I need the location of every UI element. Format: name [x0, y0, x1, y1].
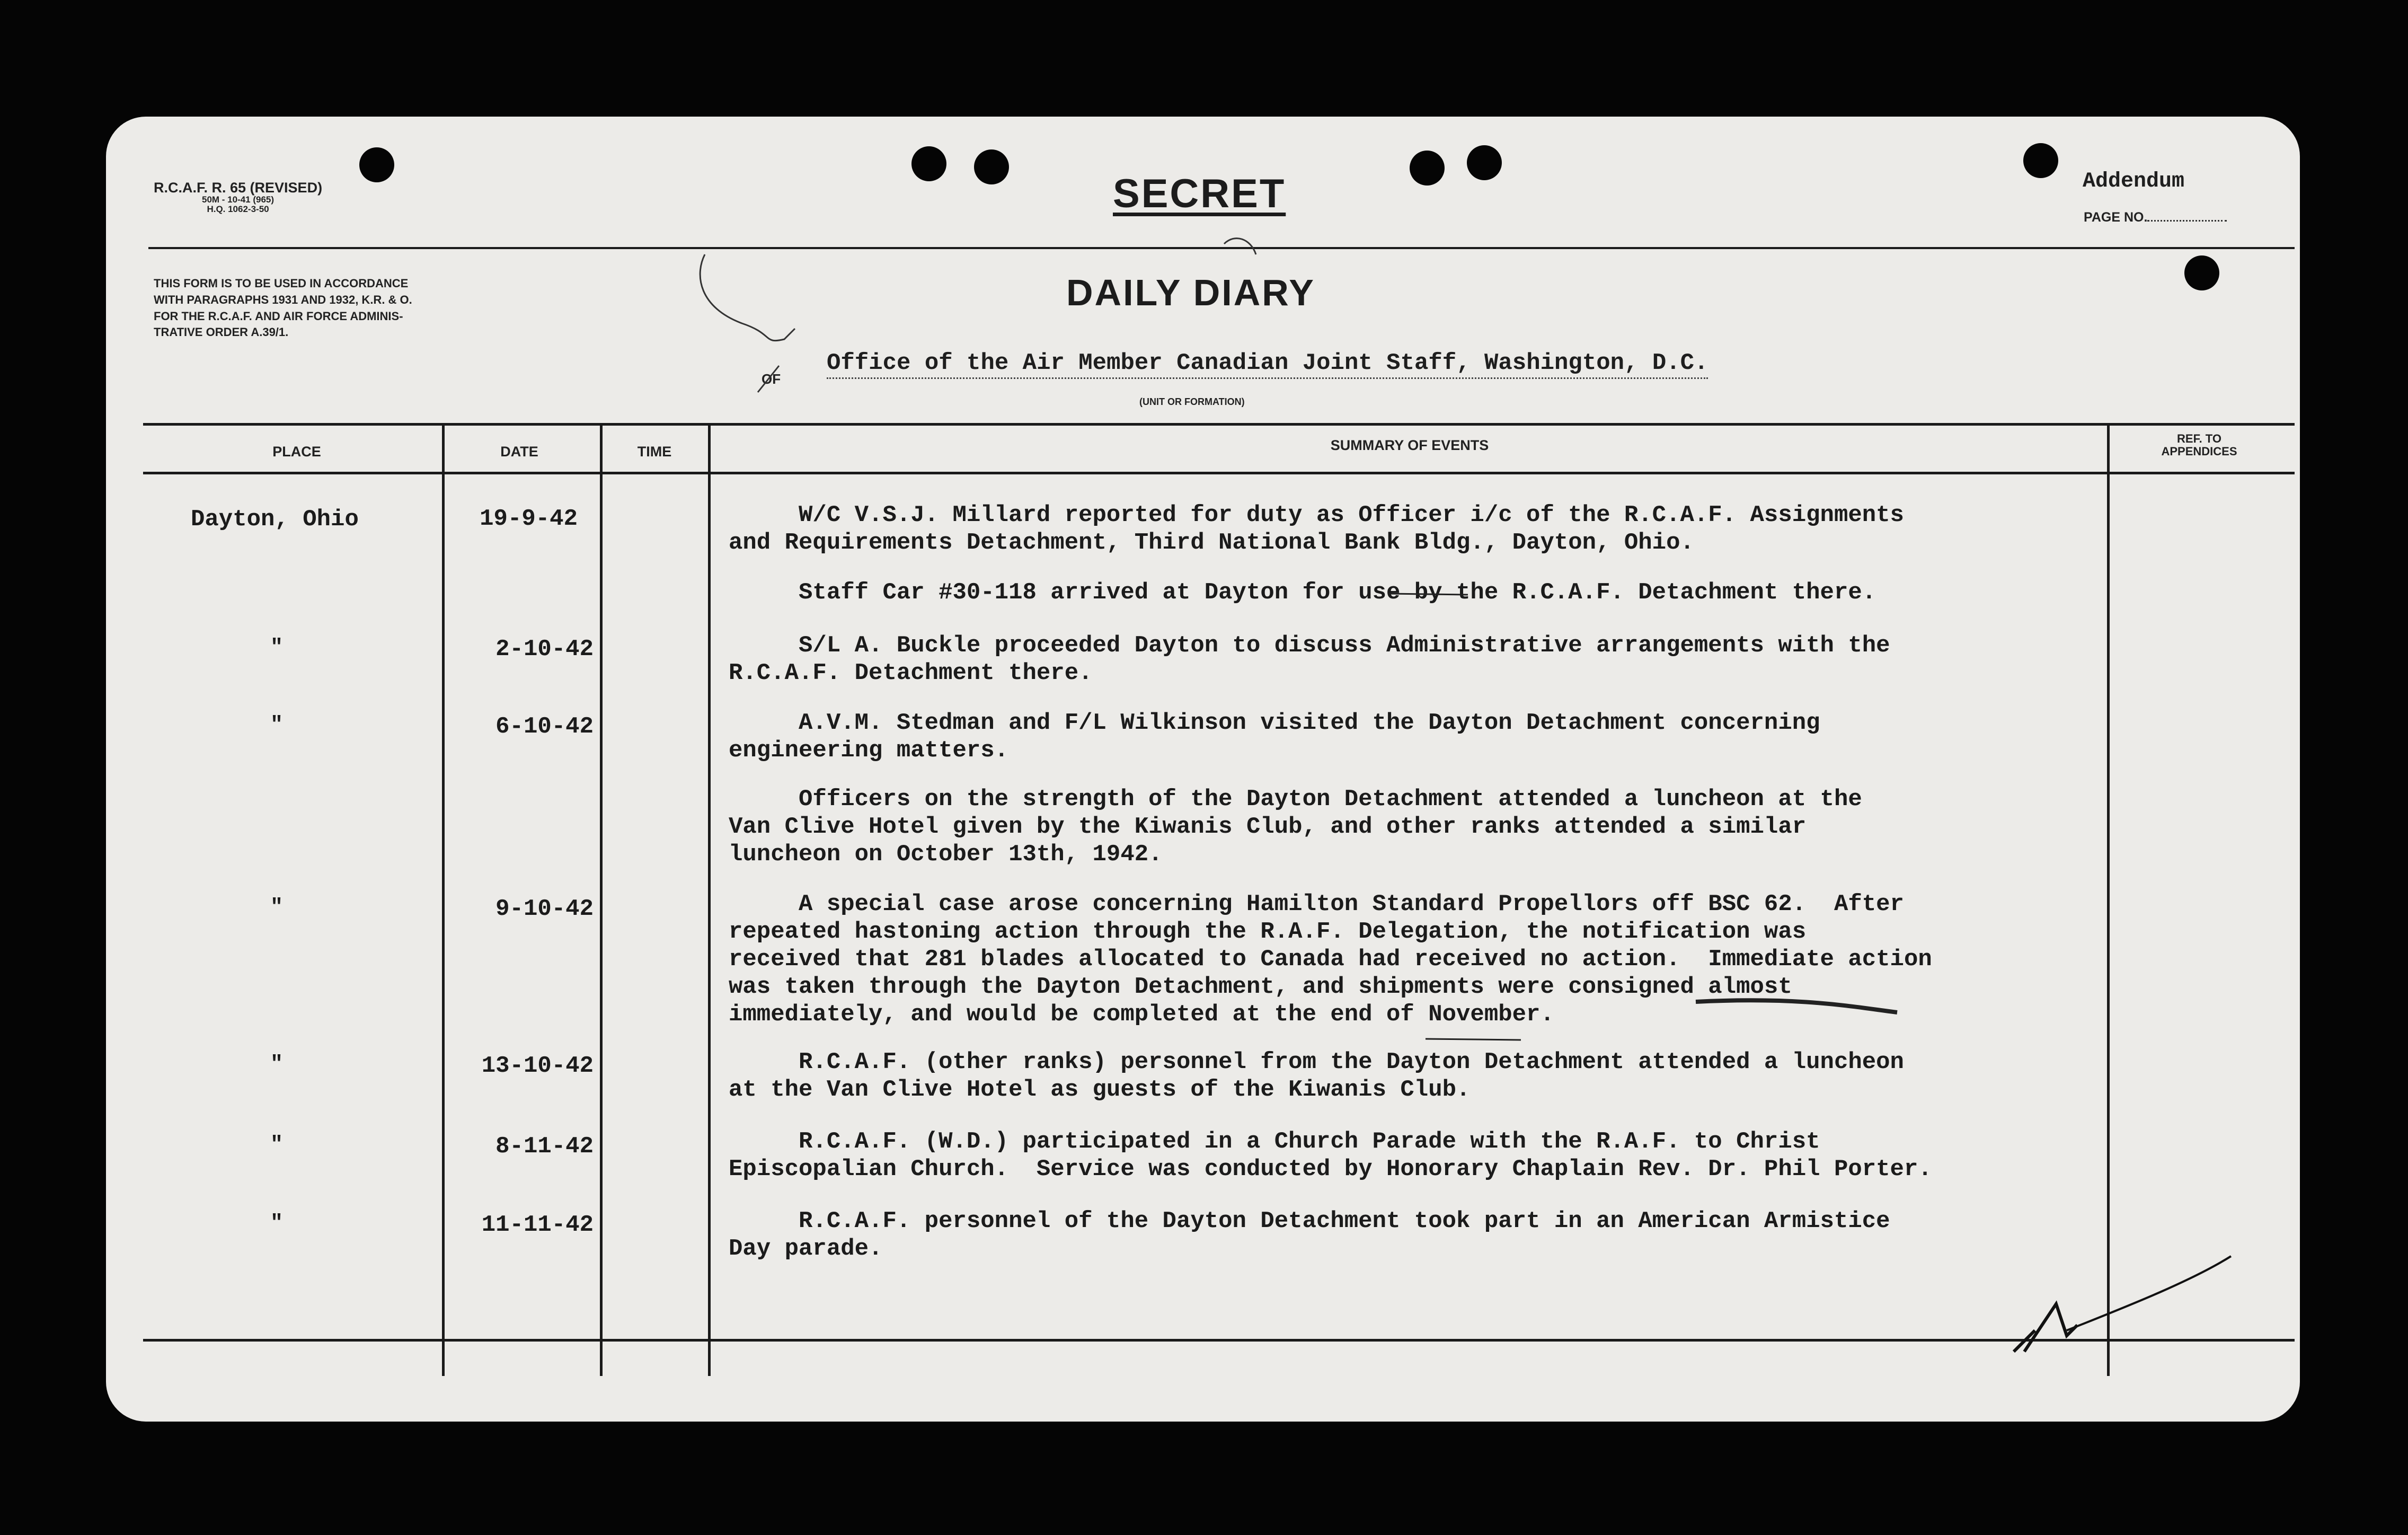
entry-summary: R.C.A.F. (W.D.) participated in a Church Parade with the R.A.F. to Christ Episcopalian Church. Service was conducted by Honorary Chaplain Rev. Dr. Phil Porter. [729, 1128, 1932, 1183]
unit-caption: (UNIT OR FORMATION) [1139, 396, 1245, 407]
column-header-summary: SUMMARY OF EVENTS [1330, 437, 1489, 453]
diary-form-card [106, 117, 2300, 1422]
addendum-label: Addendum [2083, 170, 2185, 193]
entry-place-ditto: " [270, 1053, 284, 1077]
column-header-place: PLACE [272, 444, 321, 460]
entry-date: 19-9-42 [480, 506, 578, 532]
form-instructions: THIS FORM IS TO BE USED IN ACCORDANCE WITH PARAGRAPHS 1931 AND 1932, K.R. & O. FOR THE R.C.A.F. AND AIR FORCE ADMINIS- TRATIVE ORDER A.39/1. [154, 277, 412, 339]
entry-date: 8-11-42 [495, 1133, 594, 1160]
form-code: 50M - 10-41 (965) [201, 195, 275, 205]
entry-date: 13-10-42 [481, 1053, 594, 1079]
entry-summary: R.C.A.F. personnel of the Dayton Detachment took part in an American Armistice Day parade. [729, 1208, 1890, 1262]
entry-summary: Officers on the strength of the Dayton Detachment attended a luncheon at the Van Clive Hotel given by the Kiwanis Club, and other ranks attended a similar luncheon on October 13th, 1942. [729, 786, 1862, 868]
entry-date: 9-10-42 [495, 896, 594, 922]
entry-place-ditto: " [270, 636, 284, 660]
entry-place-ditto: " [270, 1212, 284, 1236]
entry-summary: W/C V.S.J. Millard reported for duty as Officer i/c of the R.C.A.F. Assignments and Requirements Detachment, Third National Bank Bldg., Dayton, Ohio. [729, 502, 1904, 556]
form-id: R.C.A.F. R. 65 (REVISED) [154, 180, 323, 196]
page-title: DAILY DIARY [1066, 272, 1315, 313]
column-header-appendices-line: APPENDICES [2161, 445, 2237, 458]
column-header-appendices-line: REF. TO [2177, 432, 2221, 445]
entry-summary: A special case arose concerning Hamilton Standard Propellors off BSC 62. After repeated hastoning action through the R.A.F. Delegation, the notification was received that 281 blades allocated to Canada had received no action. Immediate action was taken through the Dayton Detachment, and shipments were consigned almost immediately, and would be completed at the end of November. [729, 891, 1932, 1028]
entry-place-ditto: " [270, 1133, 284, 1157]
form-code: H.Q. 1062-3-50 [207, 204, 269, 215]
entry-place: Dayton, Ohio [191, 506, 359, 533]
entry-summary: R.C.A.F. (other ranks) personnel from the Dayton Detachment attended a luncheon at the Van Clive Hotel as guests of the Kiwanis Club. [729, 1049, 1904, 1103]
entry-summary: Staff Car #30-118 arrived at Dayton for use by the R.C.A.F. Detachment there. [729, 579, 1876, 606]
page-number-label: PAGE NO. [2084, 210, 2148, 225]
column-header-date: DATE [500, 444, 538, 460]
entry-date: 2-10-42 [495, 636, 594, 663]
unit-name: Office of the Air Member Canadian Joint Staff, Washington, D.C. [827, 350, 1708, 379]
entry-summary: S/L A. Buckle proceeded Dayton to discuss Administrative arrangements with the R.C.A.F. Detachment there. [729, 632, 1890, 686]
classification-stamp: SECRET [1113, 171, 1286, 216]
entry-date: 6-10-42 [495, 713, 594, 740]
entry-place-ditto: " [270, 896, 284, 920]
of-label: OF [762, 371, 781, 387]
entry-summary: A.V.M. Stedman and F/L Wilkinson visited the Dayton Detachment concerning engineering matters. [729, 710, 1820, 764]
column-header-time: TIME [637, 444, 672, 460]
entry-date: 11-11-42 [481, 1212, 594, 1238]
entry-place-ditto: " [270, 713, 284, 737]
pen-marks [106, 117, 2300, 1422]
